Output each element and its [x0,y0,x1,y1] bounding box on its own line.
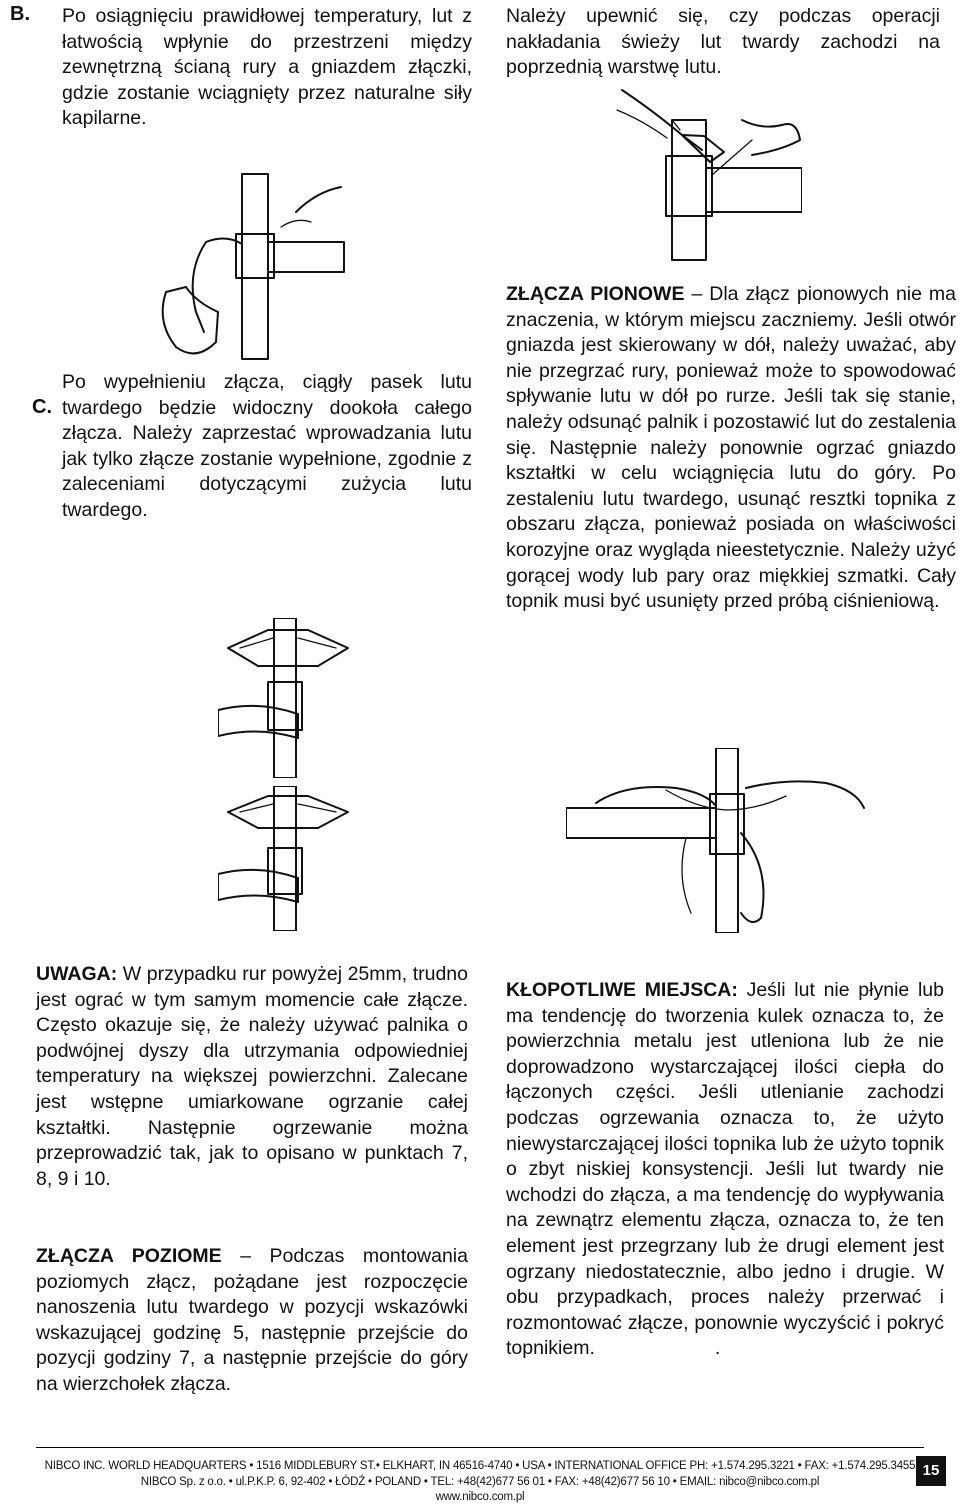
warning-body: W przypadku rur powyżej 25mm, trudno jest ograć w tym samym momencie całe złącze. Często okazuje się, że należy używać palnika o podwójnej dyszy dla utrzymania odpowiedniej temperatury na większej powierzchni. Zalecane jest wstępne umiarkowane ogrzanie całej kształtki. Następnie ogrzewanie można przeprowadzić tak, jak to opisano w punktach 7, 8, 9 i 10. [36,963,468,1190]
illustration-torch-tee-top [612,80,802,265]
horizontal-joints-dash: – [240,1245,252,1267]
footer-website-link[interactable]: www.nibco.com.pl [435,1491,525,1503]
page-number: 15 [916,1456,946,1486]
illustration-vertical-joint-lower [218,786,358,931]
footer-line-2: NIBCO Sp. z o.o. • ul.P.K.P. 6, 92-402 • ŁÓDŹ • POLAND • TEL: +48(42)677 56 01 • FAX: +48(42)677 56 10 • EMAIL: nibco@nibco.com.pl [140,1476,820,1488]
warning-heading: UWAGA: [36,963,118,985]
footer-line-1: NIBCO INC. WORLD HEADQUARTERS • 1516 MIDDLEBURY ST.• ELKHART, IN 46516-4740 • USA • INTERNATIONAL OFFICE PH: +1.574.295.3221 • FAX: +1.574.295.3455 [44,1460,916,1472]
overlap-note-text: Należy upewnić się, czy podczas operacji nakładania świeży lut twardy zachodzi na poprzednią warstwę lutu. [506,5,940,79]
trouble-spots-heading: KŁOPOTLIWE MIEJSCA: [506,979,738,1001]
horizontal-joints-body: Podczas montowania poziomych złącz, pożądane jest rozpoczęcie nanoszenia lutu twardego w pozycji wskazówki wskazującej godzinę 5, następnie przejście do pozycji godziny 7, a następnie przejście do góry na wierzchołek złącza. [36,1245,468,1395]
trouble-spots-body: Jeśli lut nie płynie lub ma tendencję do tworzenia kulek oznacza to, że powierzchnia metalu jest utleniona lub że nie doprowadzono wystarczającej ilości ciepła do łączonych części. Jeśli utlenianie zachodzi podczas ogrzewania oznacza to, że użyto niewystarczającej ilości topnika lub że użyto topnik o zbyt niskiej konsystencji. Jeśli lut twardy nie wchodzi do złącza, a ma tendencję do wypływania na zewnątrz elementu złącza, oznacza to, że ten element jest przegrzany lub że drugi element jest ogrzany niedostatecznie, albo jedno i drugie. W obu przypadkach, proces należy przerwać i rozmontować złącze, ponownie wyczyścić i pokryć topnikiem. [506,979,944,1360]
illustration-torch-cross [146,172,346,362]
horizontal-joints-heading: ZŁĄCZA POZIOME [36,1245,222,1267]
vertical-joints-text [506,282,956,615]
illustration-wiping-joint [566,748,866,933]
horizontal-joints-text [36,1244,468,1398]
section-c-text: Po wypełnieniu złącza, ciągły pasek lutu twardego będzie widoczny dookoła całego złącza. Należy zaprzestać wprowadzania lutu jak tylko złącze zostanie wypełnione, zgodnie z zaleceniami dotyczącymi zużycia lutu twardego. [62,371,472,521]
section-b-text: Po osiągnięciu prawidłowej temperatury, lut z łatwością wpłynie do przestrzeni między zewnętrzną ścianą rury a gniazdem złączki, gdzie zostanie wciągnięty przez naturalne siły kapilarne. [62,5,472,130]
trouble-spots-text [506,978,944,1362]
vertical-joints-heading: ZŁĄCZA PIONOWE [506,283,685,305]
vertical-joints-dash: – [691,283,703,305]
footer-rule [36,1447,924,1448]
trouble-spots-trailing: . [714,1337,721,1360]
warning-text [36,962,468,1192]
section-c-letter: C. [32,396,52,418]
vertical-joints-body: Dla złącz pionowych nie ma znaczenia, w którym miejscu zaczniemy. Jeśli otwór gniazda jest skierowany w dół, należy uważać, aby nie przegrzać rury, ponieważ może to spowodować spływanie lutu w dół po rurze. Jeśli tak się stanie, należy odsunąć palnik i pozostawić lut do zestalenia się. Następnie należy ponownie ogrzać gniazdo kształtki w celu wciągnięcia lutu do góry. Po zestaleniu lutu twardego, usunąć resztki topnika z obszaru złącza, ponieważ posiada on właściwości korozyjne oraz wygląda nieestetycznie. Należy użyć gorącej wody lub pary oraz miękkiej szmatki. Cały topnik musi być usunięty przed próbą ciśnieniową. [506,283,957,613]
section-b-letter: B. [10,3,30,25]
illustration-vertical-joint-upper [218,618,358,778]
